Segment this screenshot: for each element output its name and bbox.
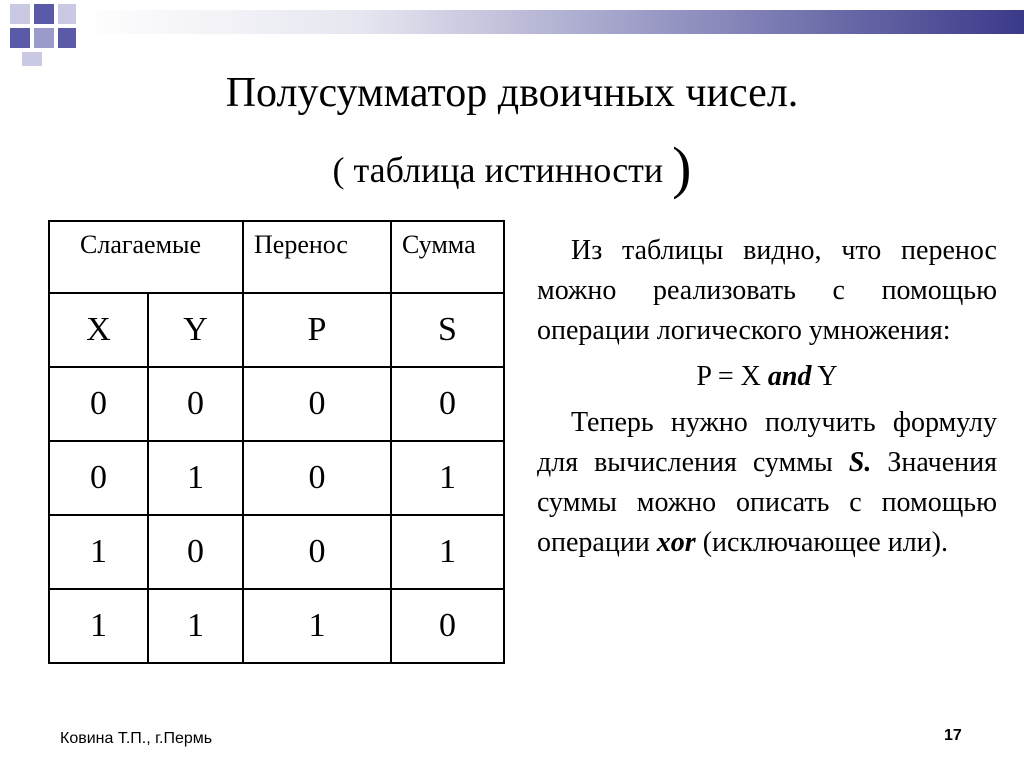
slide-subtitle [0,135,1024,200]
formula-left: P = X [696,361,768,392]
decor-square [10,4,30,24]
para2-part-a: Теперь нужно получить формулу для вычисления суммы [537,407,997,478]
cell-p: 0 [243,515,391,589]
table-row [49,515,504,589]
decor-square [34,4,54,24]
table-variables-row [49,293,504,367]
cell-s: 1 [391,441,504,515]
var-x: X [49,293,148,367]
var-p: P [243,293,391,367]
table-row [49,589,504,663]
para2-part-b: Значения суммы можно описать с помощью операции [537,447,997,558]
cell-x: 0 [49,367,148,441]
header-gradient-bar [78,10,1024,34]
subtitle-text: ( таблица истинности [332,150,673,190]
table-row [49,367,504,441]
decor-square [58,4,76,24]
footer-author: Ковина Т.П., г.Пермь [60,730,213,747]
table-header-row [49,221,504,293]
cell-x: 0 [49,441,148,515]
formula-operator: and [767,361,812,392]
header-sum: Сумма [391,221,504,293]
cell-y: 1 [148,441,243,515]
explanation-text [537,231,997,563]
formula-right: Y [811,361,838,392]
cell-p: 1 [243,589,391,663]
cell-p: 0 [243,441,391,515]
cell-x: 1 [49,515,148,589]
para2-xor-term: xor [656,527,696,558]
cell-s: 0 [391,589,504,663]
decor-square [34,28,54,48]
explanation-paragraph-1: Из таблицы видно, что перенос можно реализовать с помощью операции логического умножения: [537,235,997,346]
cell-y: 0 [148,367,243,441]
cell-s: 1 [391,515,504,589]
cell-s: 0 [391,367,504,441]
carry-formula [537,357,997,397]
explanation-paragraph-2 [537,403,997,563]
truth-table [48,220,505,664]
page-number: 17 [944,727,962,744]
cell-y: 1 [148,589,243,663]
table-row [49,441,504,515]
var-s: S [391,293,504,367]
para2-part-c: (исключающее или). [695,527,948,558]
header-carry: Перенос [243,221,391,293]
subtitle-close-paren: ) [672,135,692,200]
cell-x: 1 [49,589,148,663]
decor-square [58,28,76,48]
slide-title: Полусумматор двоичных чисел. [225,70,799,116]
cell-y: 0 [148,515,243,589]
var-y: Y [148,293,243,367]
cell-p: 0 [243,367,391,441]
para2-sum-symbol: S. [848,447,872,478]
decor-square [10,28,30,48]
header-addends: Слагаемые [49,221,243,293]
